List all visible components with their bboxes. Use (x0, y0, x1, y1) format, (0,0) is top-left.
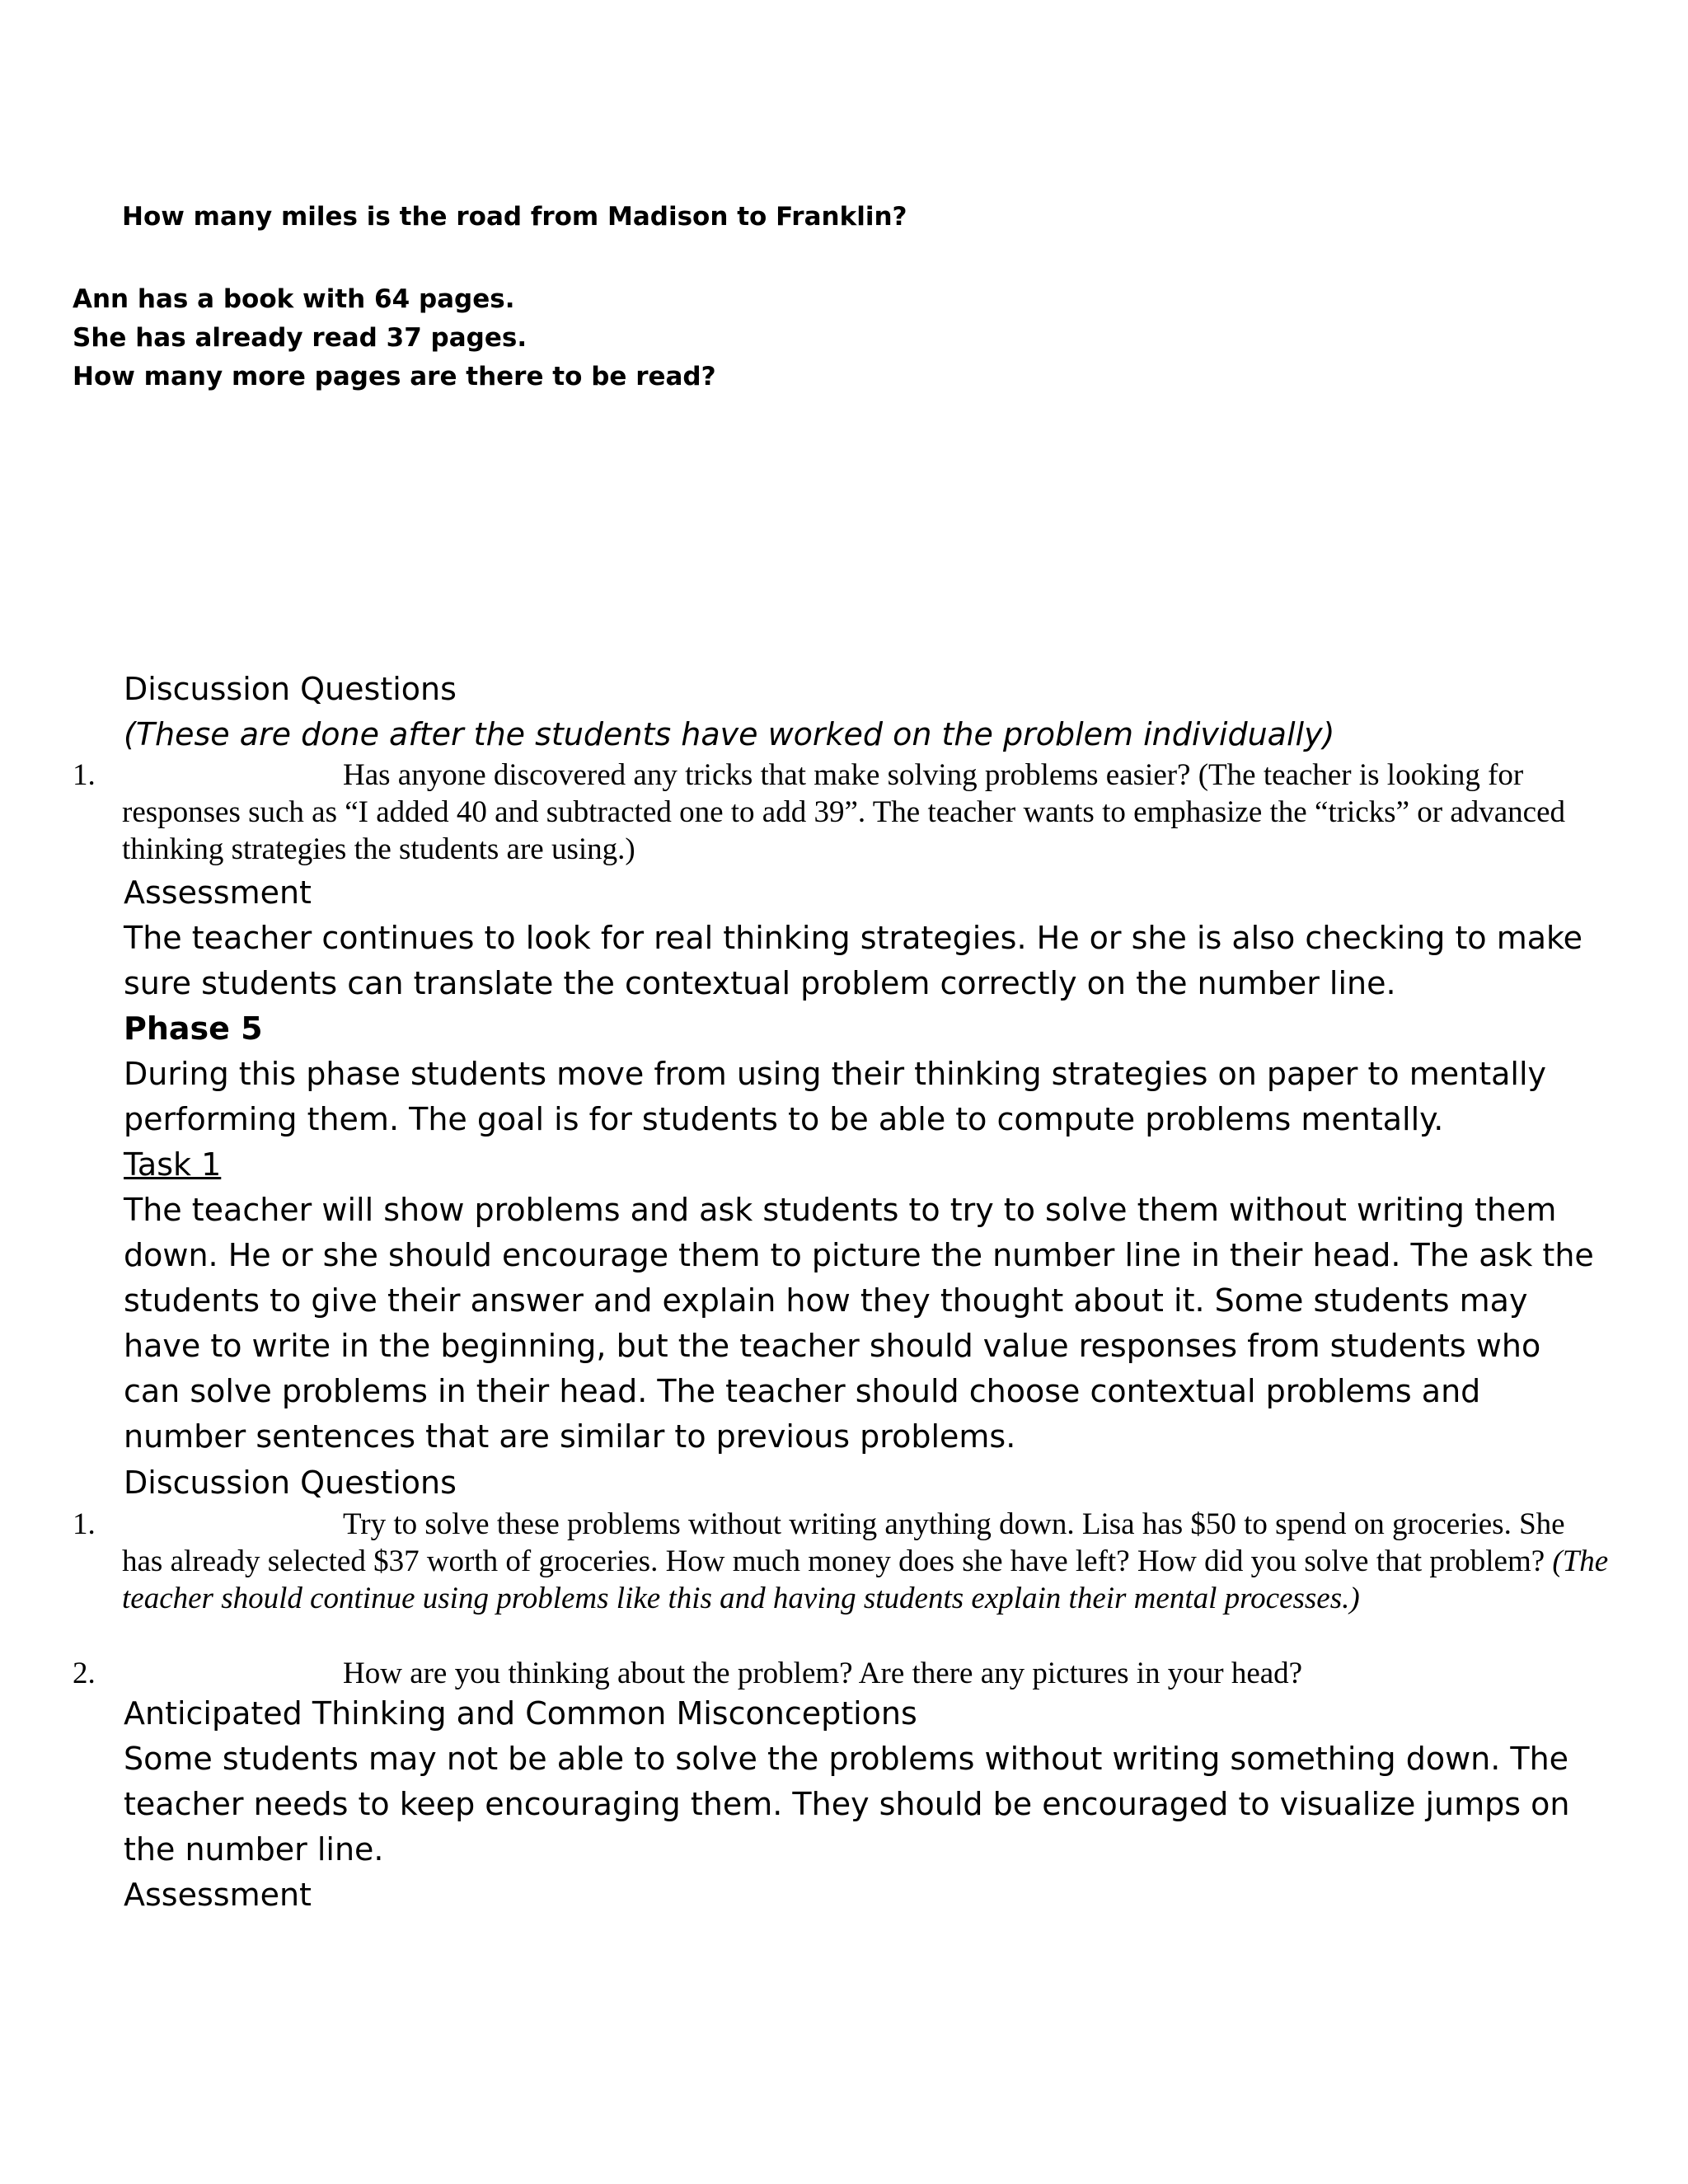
question-note: (The teacher should continue using problems like this and having students explain their mental processes.) (122, 1544, 1609, 1615)
question-item (0, 1506, 1609, 1617)
road-question-text: How many miles is the road from Madison to Franklin? (122, 202, 907, 232)
section-heading: Phase 5 (124, 1010, 263, 1047)
phase-5-section (124, 1006, 1606, 1142)
question-text: Has anyone discovered any tricks that make solving problems easier? (The teacher is looking for responses such as “I added 40 and subtracted one to add 39”. The teacher wants to emphasize the “tricks” or advanced thinking strategies the students are using.) (122, 758, 1566, 866)
discussion-section-2 (124, 1460, 1606, 1506)
section-text: The teacher will show problems and ask students to try to solve them without writing them down. He or she should encourage them to picture the number line in their head. The ask the students to give their answer and explain how they thought about it. Some students may have to write in the beginning, but the teacher should value responses from students who can solve problems in their head. The teacher should choose contextual problems and number sentences that are similar to previous problems. (124, 1192, 1594, 1455)
section-heading: Task 1 (124, 1146, 222, 1183)
section-text: The teacher continues to look for real thinking strategies. He or she is also checking to make sure students can translate the contextual problem correctly on the number line. (124, 920, 1583, 1001)
question-number: 1. (73, 1507, 96, 1541)
section-text: During this phase students move from using their thinking strategies on paper to mentally performing them. The goal is for students to be able to compute problems mentally. (124, 1056, 1546, 1137)
book-problem-line: She has already read 37 pages. (73, 323, 528, 353)
road-question (122, 198, 907, 237)
section-heading: Discussion Questions (124, 1465, 457, 1501)
question-item (0, 757, 1609, 868)
book-problem-line: Ann has a book with 64 pages. (73, 284, 515, 314)
section-subheading: (These are done after the students have worked on the problem individually) (124, 716, 1335, 752)
section-heading: Assessment (124, 1877, 312, 1913)
discussion-section-1 (124, 667, 1606, 757)
misconceptions-section (124, 1691, 1606, 1872)
book-problem-line: How many more pages are there to be read? (73, 362, 716, 391)
question-body: Try to solve these problems without writing anything down. Lisa has $50 to spend on groceries. She has already selected $37 worth of groceries. How much money does she have left? How did you solve that problem? (122, 1507, 1565, 1578)
question-text (122, 1506, 1609, 1617)
assessment-section-1 (124, 870, 1606, 1006)
section-heading: Discussion Questions (124, 671, 457, 707)
question-text: How are you thinking about the problem? Are there any pictures in your head? (343, 1657, 1303, 1690)
assessment-section-2 (124, 1872, 1606, 1918)
section-heading: Assessment (124, 874, 312, 911)
book-problem (73, 280, 716, 396)
question-item (0, 1655, 1609, 1692)
question-number: 2. (73, 1657, 96, 1690)
task-1-section (124, 1142, 1606, 1460)
section-heading: Anticipated Thinking and Common Misconceptions (124, 1695, 917, 1732)
question-number: 1. (73, 758, 96, 792)
section-text: Some students may not be able to solve the problems without writing something down. The teacher needs to keep encouraging them. They should be encouraged to visualize jumps on the number line. (124, 1741, 1570, 1868)
